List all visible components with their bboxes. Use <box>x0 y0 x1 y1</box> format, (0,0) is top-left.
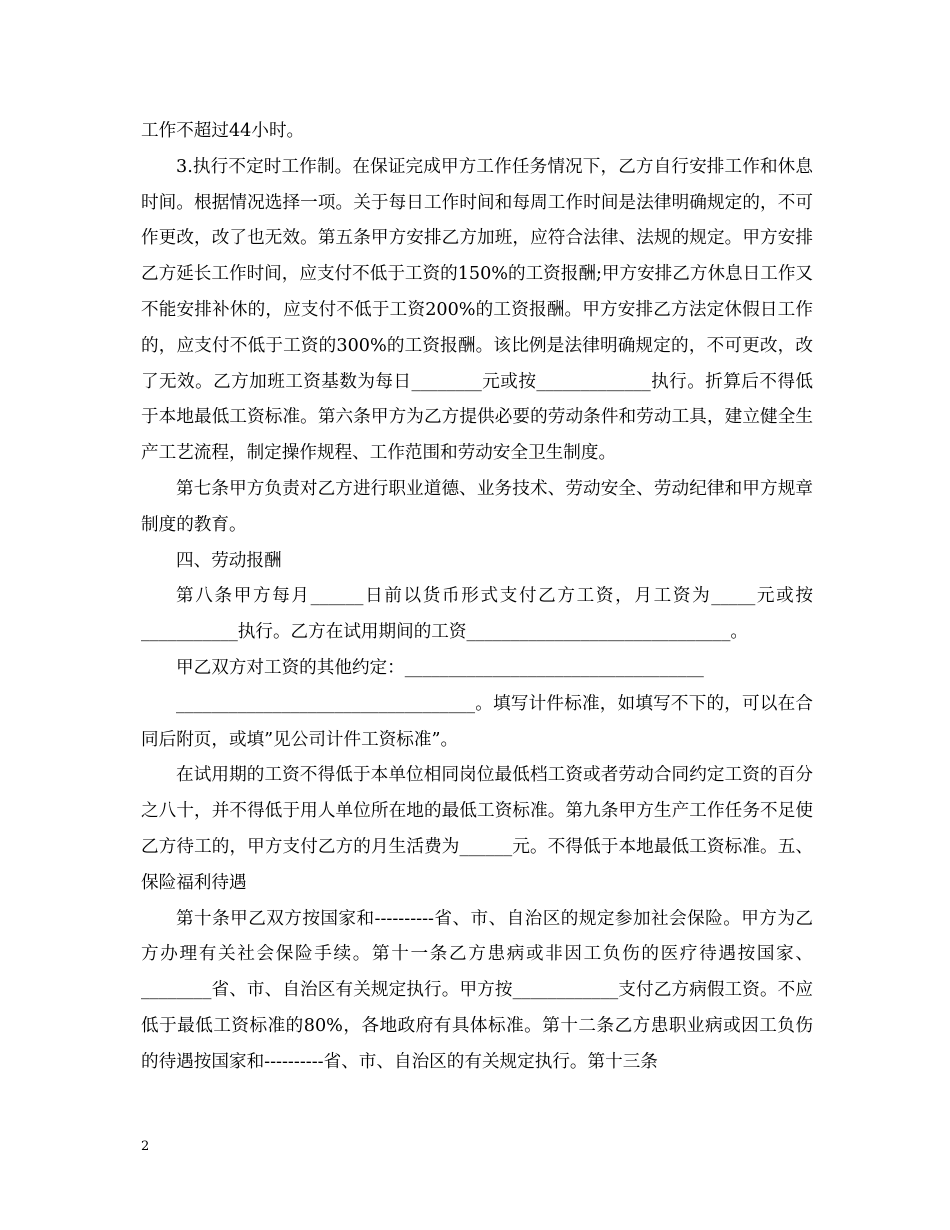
section-heading-remuneration: 四、劳动报酬 <box>176 550 282 571</box>
paragraph-article-8: 第八条甲方每月______日前以货币形式支付乙方工资，月工资为_____元或按___________执行。乙方在试用期间的工资______________________________。 <box>141 586 813 643</box>
paragraph-article-7: 第七条甲方负责对乙方进行职业道德、业务技术、劳动安全、劳动纪律和甲方规章制度的教育。 <box>141 478 813 535</box>
document-body <box>141 114 813 1081</box>
paragraph-continuation: 工作不超过44小时。 <box>141 121 305 141</box>
paragraph-social-insurance: 第十条甲乙双方按国家和----------省、市、自治区的规定参加社会保险。甲方为乙方办理有关社会保险手续。第十一条乙方患病或非因工负伤的医疗待遇按国家、________省、市、自治区有关规定执行。甲方按____________支付乙方病假工资。不应低于最低工资标准的80%，各地政府有具体标准。第十二条乙方患职业病或因工负伤的待遇按国家和----------省、市、自治区的有关规定执行。第十三条 <box>141 908 813 1072</box>
paragraph-piecework-standard: __________________________________。填写计件标准，如填写不下的，可以在合同后附页，或填”见公司计件工资标准”。 <box>141 693 813 750</box>
paragraph-working-hours: 3.执行不定时工作制。在保证完成甲方工作任务情况下，乙方自行安排工作和休息时间。根据情况选择一项。关于每日工作时间和每周工作时间是法律明确规定的，不可作更改，改了也无效。第五条甲方安排乙方加班，应符合法律、法规的规定。甲方安排乙方延长工作时间，应支付不低于工资的150%的工资报酬;甲方安排乙方休息日工作又不能安排补休的，应支付不低于工资200%的工资报酬。甲方安排乙方法定休假日工作的，应支付不低于工资的300%的工资报酬。该比例是法律明确规定的，不可更改，改了无效。乙方加班工资基数为每日________元或按_____________执行。折算后不得低于本地最低工资标准。第六条甲方为乙方提供必要的劳动条件和劳动工具，建立健全生产工艺流程，制定操作规程、工作范围和劳动安全卫生制度。 <box>141 156 814 464</box>
paragraph-probation-wage: 在试用期的工资不得低于本单位相同岗位最低档工资或者劳动合同约定工资的百分之八十，并不得低于用人单位所在地的最低工资标准。第九条甲方生产工作任务不足使乙方待工的，甲方支付乙方的月生活费为______元。不得低于本地最低工资标准。五、保险福利待遇 <box>141 765 813 893</box>
paragraph-other-wage-terms: 甲乙双方对工资的其他约定：__________________________________ <box>176 657 704 678</box>
page-number: 2 <box>141 1139 150 1154</box>
